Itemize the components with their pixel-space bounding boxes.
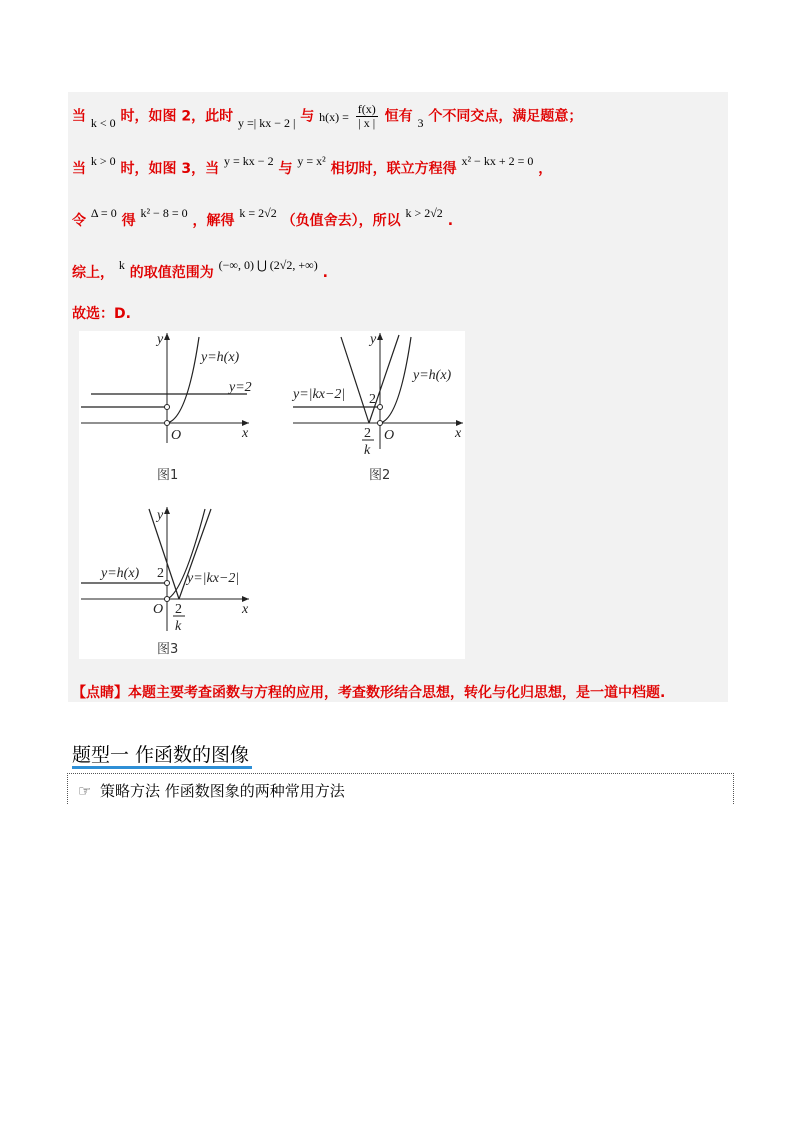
solution-line-5 [72, 303, 131, 323]
solution-line-4 [72, 258, 328, 282]
strategy-heading [78, 780, 345, 801]
text: 得 [121, 213, 136, 229]
fraction-denominator: k [175, 619, 182, 634]
math: k > 2√2 [405, 206, 443, 220]
open-point [165, 421, 170, 426]
math: y = kx − 2 [224, 154, 274, 168]
math: k² − 8 = 0 [140, 206, 188, 220]
solution-line-3 [72, 206, 454, 230]
fraction-denominator: k [364, 443, 371, 458]
text: （负值舍去），所以 [281, 213, 401, 229]
abs-line-left [149, 509, 179, 599]
hand-pointing-icon: ☞ [78, 782, 92, 800]
abs-line-left [341, 337, 369, 423]
math: y =| kx − 2 | [238, 115, 296, 130]
text: 当 [72, 108, 86, 125]
text: 恒有 [384, 108, 413, 125]
answer-text: 故选：D. [72, 306, 131, 322]
y-axis-arrow-icon [164, 507, 170, 514]
curve-h [167, 337, 199, 423]
x-label: x [242, 426, 249, 441]
text: 时，如图 3，当 [120, 161, 220, 177]
figure-2 [291, 332, 463, 483]
y-label: y [370, 332, 377, 347]
curve-label: y=h(x) [101, 566, 140, 581]
fraction-denominator: | x | [358, 116, 376, 130]
text: . [447, 213, 454, 229]
fraction-numerator: 2 [175, 602, 182, 617]
origin-label: O [384, 428, 395, 443]
abs-line-right [369, 335, 399, 423]
abs-label: y=|kx−2| [293, 387, 346, 402]
math: Δ = 0 [90, 206, 117, 220]
y-label: y [157, 508, 164, 523]
figure-caption: 图2 [369, 468, 391, 483]
comment-text: 【点睛】本题主要考查函数与方程的应用，考查数形结合思想，转化与化归思想，是一道中档题. [72, 685, 666, 701]
text: ，解得 [192, 213, 235, 229]
origin-label: O [171, 428, 182, 443]
math: x² − kx + 2 = 0 [461, 154, 534, 168]
open-point [165, 405, 170, 410]
curve-label: y=h(x) [413, 368, 452, 383]
open-point [165, 581, 170, 586]
x-label: x [455, 426, 462, 441]
abs-label: y=|kx−2| [187, 571, 240, 586]
curve-label: y=h(x) [201, 350, 240, 365]
fraction [356, 103, 378, 130]
figure-panel [79, 331, 465, 659]
section-underline [72, 766, 252, 769]
value-2-label: 2 [157, 566, 164, 581]
text: 时，如图 2，此时 [120, 108, 234, 125]
comment-line [72, 682, 665, 702]
fraction-numerator: 2 [364, 426, 371, 441]
y-label: y [157, 332, 164, 347]
open-point [378, 421, 383, 426]
text: 综上， [72, 265, 114, 281]
text: 令 [72, 213, 86, 229]
text: 个不同交点，满足题意； [428, 108, 583, 125]
math: (−∞, 0) ⋃ (2√2, +∞) [218, 258, 318, 272]
open-point [165, 597, 170, 602]
math: y = x² [297, 154, 326, 168]
open-point [378, 405, 383, 410]
math: h(x) = [319, 109, 349, 124]
fraction-numerator: f(x) [357, 102, 376, 116]
text: ， [538, 161, 553, 177]
figure-caption: 图1 [157, 468, 179, 483]
curve-h [380, 337, 411, 423]
text: 与 [278, 161, 293, 177]
origin-label: O [153, 602, 164, 617]
section-title: 题型一 作函数的图像 [72, 744, 250, 766]
math: k < 0 [90, 115, 116, 130]
text: 的取值范围为 [129, 265, 214, 281]
strategy-label: 策略方法 作函数图象的两种常用方法 [100, 782, 345, 800]
text: 当 [72, 161, 86, 177]
math: k > 0 [90, 154, 116, 168]
text: . [322, 265, 328, 281]
text: 相切时，联立方程得 [330, 161, 457, 177]
math: 3 [417, 115, 424, 130]
figure-1 [81, 332, 252, 483]
y-axis-arrow-icon [164, 333, 170, 340]
figure-caption: 图3 [157, 642, 179, 657]
solution-line-1 [72, 103, 582, 130]
y-axis-arrow-icon [377, 333, 383, 340]
solution-line-2 [72, 154, 553, 178]
math: k [118, 258, 125, 272]
line-label: y=2 [229, 380, 252, 395]
function-graphs [79, 331, 465, 659]
figure-3 [81, 507, 249, 657]
strategy-box [67, 773, 734, 804]
x-label: x [242, 602, 249, 617]
math: k = 2√2 [239, 206, 277, 220]
value-2-label: 2 [369, 392, 376, 407]
text: 与 [300, 108, 315, 125]
